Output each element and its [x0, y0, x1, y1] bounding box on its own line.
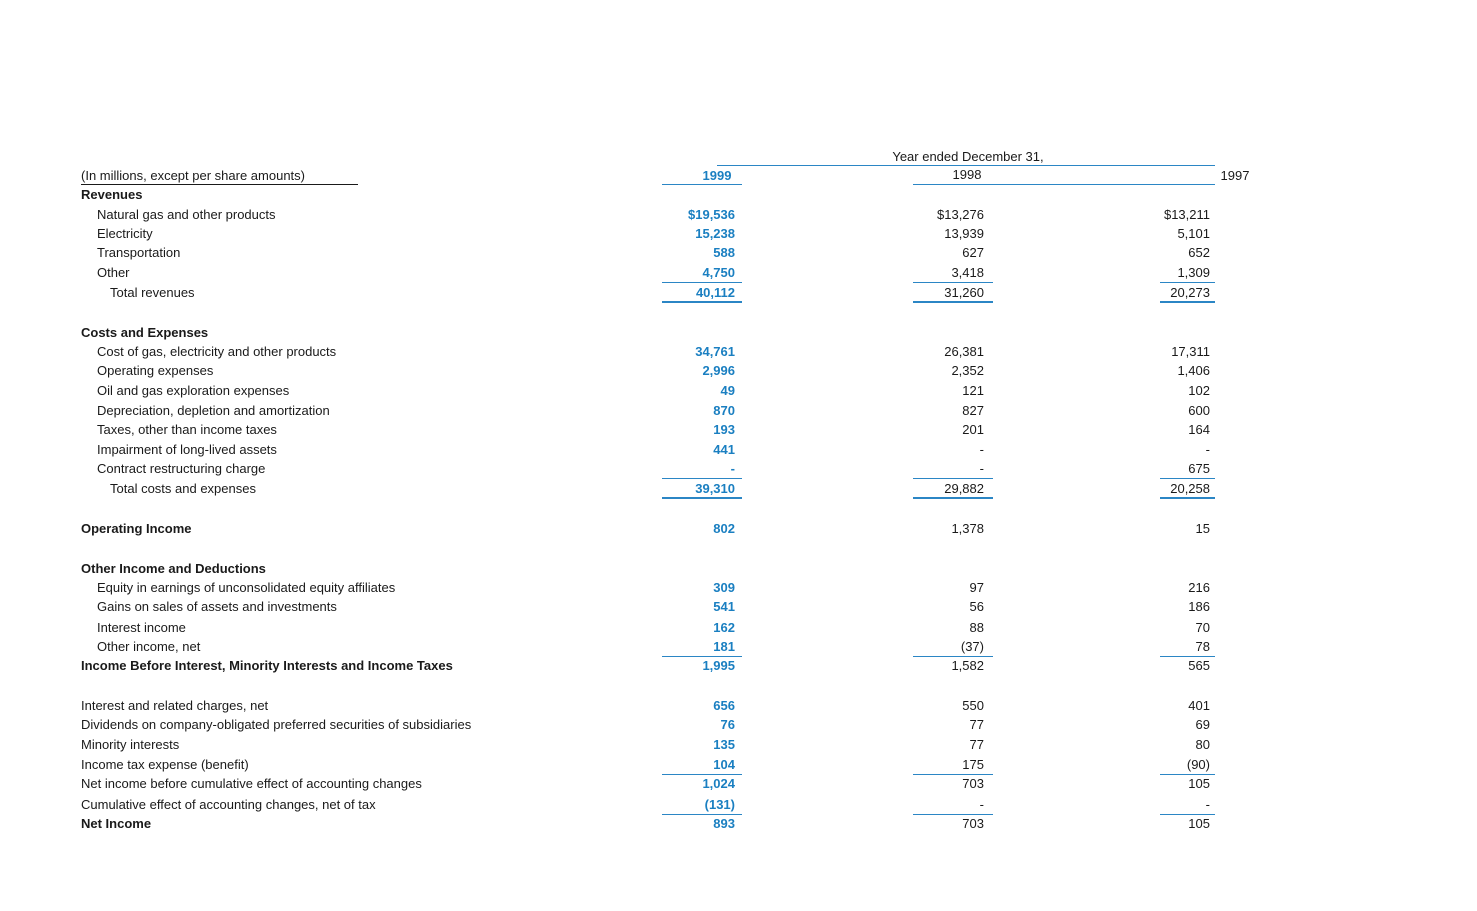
value-1999: 870 — [713, 403, 735, 418]
value-1997: 20,258 — [1170, 481, 1210, 496]
value-1997: 102 — [1188, 383, 1210, 398]
row-label: Net Income — [81, 816, 152, 831]
value-1997: 675 — [1188, 461, 1210, 476]
period-header-rule — [717, 165, 1215, 166]
value-1997: - — [1205, 442, 1210, 457]
value-1997: 69 — [1195, 717, 1210, 732]
value-1998: - — [979, 461, 984, 476]
value-1999: 49 — [720, 383, 735, 398]
value-1997: (90) — [1186, 757, 1210, 772]
subtotal-rule-revenues-1997 — [1160, 282, 1215, 283]
subtotal-rule-other-1999 — [662, 656, 742, 657]
value-1998: 2,352 — [951, 363, 984, 378]
value-1999: 40,112 — [695, 285, 735, 300]
value-1999: 441 — [713, 442, 735, 457]
subtotal-rule-revenues-1999 — [662, 282, 742, 283]
value-1998: 97 — [969, 580, 984, 595]
value-1999: (131) — [704, 797, 735, 812]
value-1997: 216 — [1188, 580, 1210, 595]
row-label: Income Before Interest, Minority Interests and Income Taxes — [81, 658, 453, 673]
value-1999: 193 — [713, 422, 735, 437]
value-1997: 401 — [1188, 698, 1210, 713]
value-1997: 17,311 — [1171, 344, 1210, 359]
value-1997: 105 — [1188, 776, 1210, 791]
row-label: Operating expenses — [97, 363, 214, 378]
value-1998: 550 — [962, 698, 984, 713]
subtotal-rule-other-1997 — [1160, 656, 1215, 657]
value-1999: 309 — [713, 580, 735, 595]
row-label: Income tax expense (benefit) — [81, 757, 249, 772]
row-label: Net income before cumulative effect of accounting changes — [81, 776, 422, 791]
value-1997: 1,309 — [1177, 265, 1210, 280]
subtotal-rule-costs-1999 — [662, 478, 742, 479]
value-1998: 13,939 — [944, 226, 984, 241]
value-1998: 201 — [962, 422, 984, 437]
value-1999: 541 — [713, 599, 735, 614]
value-1997: 78 — [1195, 639, 1210, 654]
year-header-1997: 1997 — [1220, 168, 1250, 183]
value-1998: 627 — [962, 245, 984, 260]
value-1999: 104 — [713, 757, 735, 772]
row-label: Transportation — [97, 245, 181, 260]
value-1998: - — [979, 797, 984, 812]
value-1999: $19,536 — [688, 207, 735, 222]
row-label: Taxes, other than income taxes — [97, 422, 277, 437]
row-label: Total costs and expenses — [110, 481, 256, 496]
value-1997: 600 — [1188, 403, 1210, 418]
period-label: Year ended December 31, — [892, 149, 1044, 164]
row-label: Costs and Expenses — [81, 325, 209, 340]
value-1998: 1,582 — [951, 658, 984, 673]
row-label: Impairment of long-lived assets — [97, 442, 277, 457]
subtotal-rule-tax-1997 — [1160, 774, 1215, 775]
units-label: (In millions, except per share amounts) — [81, 168, 305, 183]
total-rule-costs-1997 — [1160, 497, 1215, 499]
value-1998: 56 — [969, 599, 984, 614]
subtotal-rule-costs-1998 — [913, 478, 993, 479]
row-label: Cumulative effect of accounting changes, net of tax — [81, 797, 376, 812]
row-label: Natural gas and other products — [97, 207, 276, 222]
value-1998: 175 — [962, 757, 984, 772]
value-1998: 26,381 — [944, 344, 984, 359]
subtotal-rule-tax-1999 — [662, 774, 742, 775]
row-label: Minority interests — [81, 737, 180, 752]
value-1998: $13,276 — [937, 207, 984, 222]
value-1998: 827 — [962, 403, 984, 418]
value-1999: 893 — [713, 816, 735, 831]
subtotal-rule-costs-1997 — [1160, 478, 1215, 479]
value-1998: 88 — [969, 620, 984, 635]
value-1997: $13,211 — [1163, 207, 1210, 222]
value-1997: - — [1205, 797, 1210, 812]
value-1999: 656 — [713, 698, 735, 713]
row-label: Other Income and Deductions — [81, 561, 266, 576]
row-label: Cost of gas, electricity and other products — [97, 344, 337, 359]
subtotal-rule-cumulative-1998 — [913, 814, 993, 815]
value-1997: 565 — [1188, 658, 1210, 673]
value-1997: 105 — [1188, 816, 1210, 831]
row-label: Contract restructuring charge — [97, 461, 266, 476]
value-1999: 15,238 — [695, 226, 735, 241]
total-rule-revenues-1999 — [662, 301, 742, 303]
value-1997: 652 — [1188, 245, 1210, 260]
value-1998: 77 — [969, 717, 984, 732]
year-header-1999: 1999 — [702, 168, 732, 183]
row-label: Total revenues — [110, 285, 195, 300]
total-rule-revenues-1998 — [913, 301, 993, 303]
value-1997: 164 — [1188, 422, 1210, 437]
year-header-1998: 1998 — [952, 167, 982, 182]
value-1997: 5,101 — [1177, 226, 1210, 241]
value-1999: 802 — [713, 521, 735, 536]
row-label: Interest and related charges, net — [81, 698, 269, 713]
row-label: Other — [97, 265, 130, 280]
row-label: Equity in earnings of unconsolidated equity affiliates — [97, 580, 396, 595]
row-label: Dividends on company-obligated preferred securities of subsidiaries — [81, 717, 472, 732]
subtotal-rule-tax-1998 — [913, 774, 993, 775]
row-label: Gains on sales of assets and investments — [97, 599, 337, 614]
value-1998: 703 — [962, 816, 984, 831]
value-1997: 1,406 — [1177, 363, 1210, 378]
total-rule-costs-1998 — [913, 497, 993, 499]
value-1997: 70 — [1195, 620, 1210, 635]
total-rule-costs-1999 — [662, 497, 742, 499]
row-label: Other income, net — [97, 639, 201, 654]
subtotal-rule-cumulative-1997 — [1160, 814, 1215, 815]
value-1999: 4,750 — [702, 265, 735, 280]
value-1998: 1,378 — [951, 521, 984, 536]
value-1998: 703 — [962, 776, 984, 791]
value-1999: 162 — [713, 620, 735, 635]
value-1998: 31,260 — [944, 285, 984, 300]
col-1999-header-rule — [662, 184, 742, 185]
subtotal-rule-other-1998 — [913, 656, 993, 657]
value-1997: 20,273 — [1170, 285, 1210, 300]
value-1998: 3,418 — [951, 265, 984, 280]
value-1997: 15 — [1195, 521, 1210, 536]
value-1999: 1,024 — [702, 776, 735, 791]
value-1999: 588 — [713, 245, 735, 260]
value-1998: 121 — [962, 383, 984, 398]
value-1999: 76 — [720, 717, 735, 732]
units-label-underline — [81, 184, 358, 185]
value-1998: 77 — [969, 737, 984, 752]
value-1999: - — [730, 461, 735, 476]
row-label: Electricity — [97, 226, 153, 241]
value-1999: 1,995 — [702, 658, 735, 673]
row-label: Interest income — [97, 620, 186, 635]
row-label: Revenues — [81, 187, 143, 202]
value-1999: 39,310 — [695, 481, 735, 496]
row-label: Oil and gas exploration expenses — [97, 383, 290, 398]
value-1999: 34,761 — [695, 344, 735, 359]
value-1999: 181 — [713, 639, 735, 654]
value-1997: 186 — [1188, 599, 1210, 614]
value-1998: (37) — [960, 639, 984, 654]
value-1999: 2,996 — [702, 363, 735, 378]
value-1999: 135 — [713, 737, 735, 752]
value-1998: 29,882 — [944, 481, 984, 496]
col-1998-1997-header-rule — [913, 184, 1215, 185]
value-1998: - — [979, 442, 984, 457]
subtotal-rule-cumulative-1999 — [662, 814, 742, 815]
row-label: Operating Income — [81, 521, 192, 536]
subtotal-rule-revenues-1998 — [913, 282, 993, 283]
total-rule-revenues-1997 — [1160, 301, 1215, 303]
row-label: Depreciation, depletion and amortization — [97, 403, 330, 418]
value-1997: 80 — [1195, 737, 1210, 752]
